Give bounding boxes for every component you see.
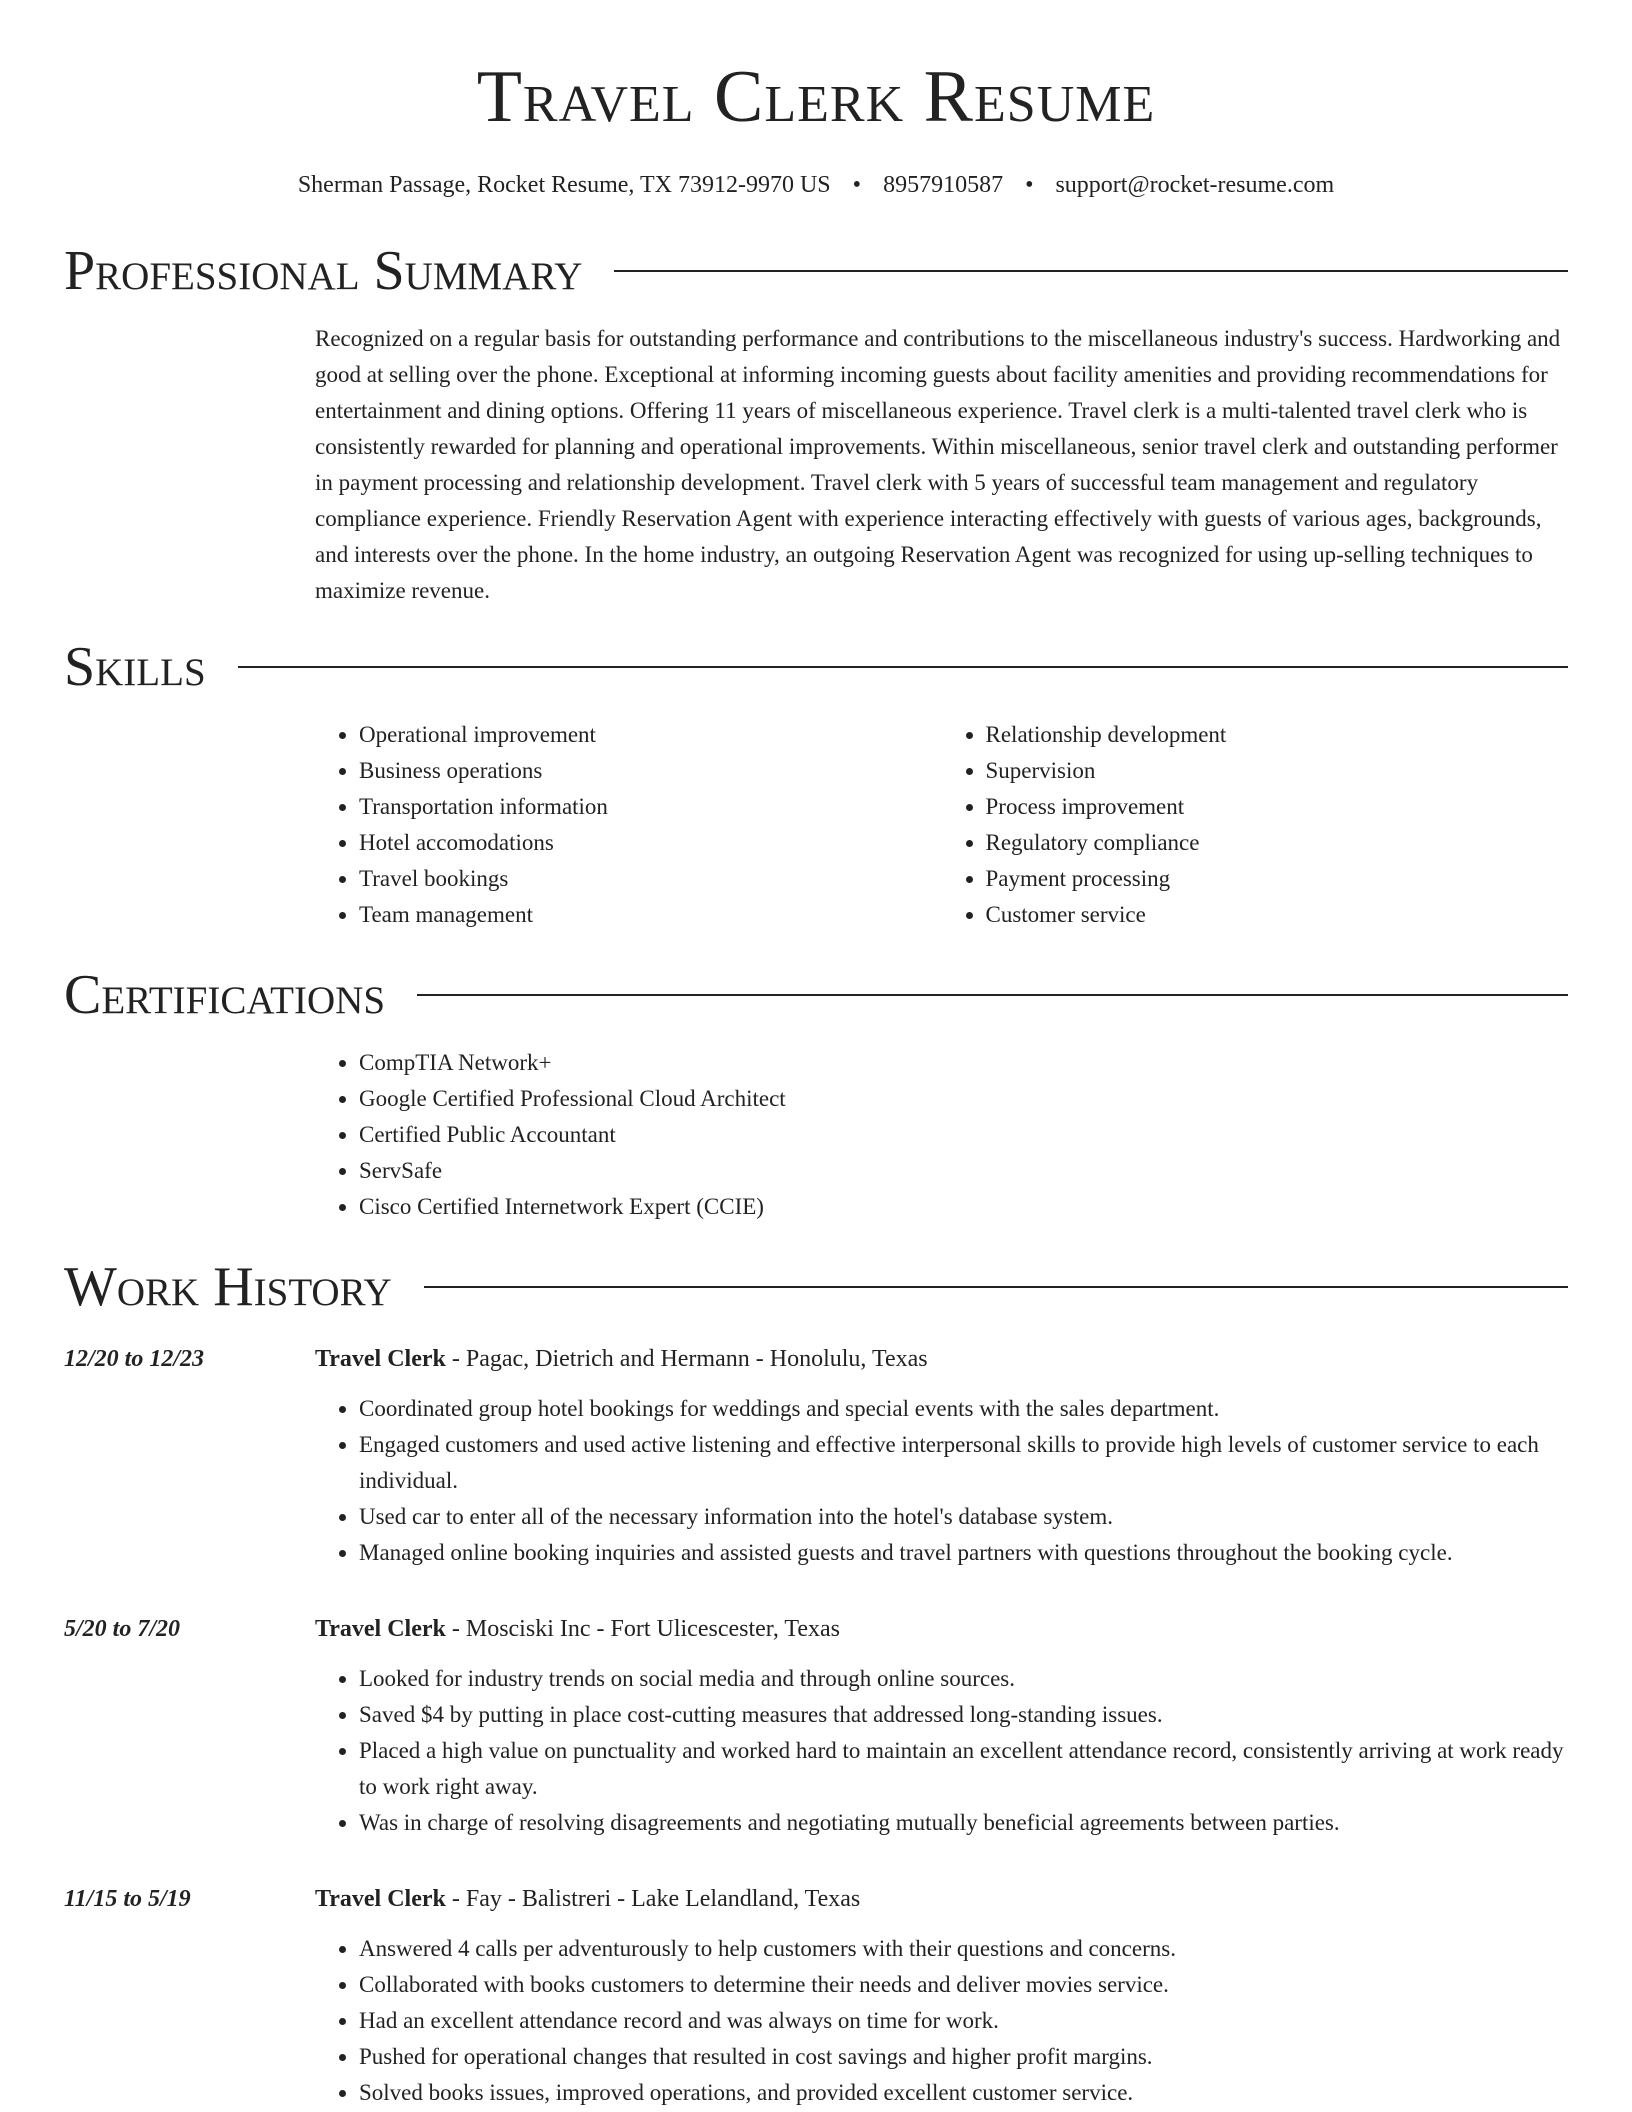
job-company-location: - Mosciski Inc - Fort Ulicescester, Texas — [445, 1616, 841, 1642]
certification-item: • CompTIA Network+ — [359, 1045, 1568, 1081]
section-divider — [614, 270, 1568, 272]
job-heading — [315, 1881, 1568, 1917]
contact-email: support@rocket-resume.com — [1055, 172, 1335, 198]
work-history-heading: Work History — [64, 1256, 392, 1318]
skill-item: • Transportation information — [359, 789, 942, 825]
contact-line — [64, 172, 1568, 199]
certification-item: • ServSafe — [359, 1153, 1568, 1189]
job-dates: 5/20 to 7/20 — [64, 1616, 181, 1642]
job-role: Travel Clerk — [315, 1886, 446, 1912]
job-bullet: • Engaged customers and used active listening and effective interpersonal skills to provide high levels of customer service to each individual. — [359, 1427, 1568, 1499]
skills-section-header — [64, 636, 1568, 698]
job-dates: 12/20 to 12/23 — [64, 1346, 205, 1372]
skill-item: • Business operations — [359, 753, 942, 789]
skill-item: • Regulatory compliance — [986, 825, 1569, 861]
skill-item: • Supervision — [986, 753, 1569, 789]
job-dates: 11/15 to 5/19 — [64, 1886, 191, 1912]
job-body — [315, 1881, 1568, 2111]
skills-list — [315, 717, 1568, 933]
skill-item: • Team management — [359, 897, 942, 933]
skills-heading: Skills — [64, 636, 206, 698]
certifications-heading: Certifications — [64, 964, 386, 1026]
job-bullet: • Answered 4 calls per adventurously to help customers with their questions and concerns. — [359, 1931, 1568, 1967]
job-bullet: • Used car to enter all of the necessary information into the hotel's database system. — [359, 1499, 1568, 1535]
job-company-location: - Pagac, Dietrich and Hermann - Honolulu, Texas — [445, 1346, 928, 1372]
skill-item: • Process improvement — [986, 789, 1569, 825]
certifications-ul — [315, 1045, 1568, 1225]
skill-item: • Relationship development — [986, 717, 1569, 753]
resume-title: Travel Clerk Resume — [476, 56, 1156, 138]
certifications-section-header — [64, 964, 1568, 1026]
certification-item: • Certified Public Accountant — [359, 1117, 1568, 1153]
job-bullet: • Saved $4 by putting in place cost-cutting measures that addressed long-standing issues. — [359, 1697, 1568, 1733]
job-entry — [64, 1341, 1568, 1571]
skills-column-left — [315, 717, 942, 933]
section-divider — [417, 994, 1568, 996]
job-bullet: • Managed online booking inquiries and assisted guests and travel partners with questions throughout the booking cycle. — [359, 1535, 1568, 1571]
section-divider — [424, 1286, 1568, 1288]
contact-separator: • — [1025, 172, 1034, 198]
job-bullet: • Solved books issues, improved operations, and provided excellent customer service. — [359, 2075, 1568, 2111]
job-heading — [315, 1341, 1568, 1377]
skill-item: • Travel bookings — [359, 861, 942, 897]
work-history-section-header — [64, 1256, 1568, 1318]
skill-item: • Customer service — [986, 897, 1569, 933]
certification-item: • Cisco Certified Internetwork Expert (CCIE) — [359, 1189, 1568, 1225]
job-bullets — [315, 1391, 1568, 1571]
job-bullet: • Pushed for operational changes that resulted in cost savings and higher profit margins. — [359, 2039, 1568, 2075]
job-bullet: • Collaborated with books customers to determine their needs and deliver movies service. — [359, 1967, 1568, 2003]
job-bullet: • Looked for industry trends on social media and through online sources. — [359, 1661, 1568, 1697]
certifications-list — [315, 1045, 1568, 1225]
skill-item: • Payment processing — [986, 861, 1569, 897]
skills-column-right — [942, 717, 1569, 933]
summary-text: Recognized on a regular basis for outstanding performance and contributions to the miscellaneous industry's success. Hardworking and good at selling over the phone. Exceptional at informing incoming guests about facility amenities and providing recommendations for entertainment and dining options. Offering 11 years of miscellaneous experience. Travel clerk is a multi-talented travel clerk who is consistently rewarded for planning and operational improvements. Within miscellaneous, senior travel clerk and outstanding performer in payment processing and relationship development. Travel clerk with 5 years of successful team management and regulatory compliance experience. Friendly Reservation Agent with experience interacting effectively with guests of various ages, backgrounds, and interests over the phone. In the home industry, an outgoing Reservation Agent was recognized for using up-selling techniques to maximize revenue. — [315, 326, 1561, 603]
job-role: Travel Clerk — [315, 1346, 446, 1372]
summary-heading: Professional Summary — [64, 240, 583, 302]
job-bullets — [315, 1931, 1568, 2111]
job-company-location: - Fay - Balistreri - Lake Lelandland, Texas — [445, 1886, 861, 1912]
contact-separator: • — [852, 172, 862, 198]
job-body — [315, 1611, 1568, 1841]
job-bullet: • Coordinated group hotel bookings for weddings and special events with the sales department. — [359, 1391, 1568, 1427]
skill-item: • Hotel accomodations — [359, 825, 942, 861]
job-role: Travel Clerk — [315, 1616, 446, 1642]
job-entry — [64, 1881, 1568, 2111]
job-bullet: • Had an excellent attendance record and was always on time for work. — [359, 2003, 1568, 2039]
summary-section-header — [64, 240, 1568, 302]
job-bullet: • Placed a high value on punctuality and worked hard to maintain an excellent attendance record, consistently arriving at work ready to work right away. — [359, 1733, 1568, 1805]
skill-item: • Operational improvement — [359, 717, 942, 753]
job-body — [315, 1341, 1568, 1571]
section-divider — [238, 666, 1568, 668]
job-bullets — [315, 1661, 1568, 1841]
contact-phone: 8957910587 — [883, 172, 1004, 198]
contact-address: Sherman Passage, Rocket Resume, TX 73912-9970 US — [297, 172, 831, 198]
certification-item: • Google Certified Professional Cloud Architect — [359, 1081, 1568, 1117]
job-entry — [64, 1611, 1568, 1841]
job-bullet: • Was in charge of resolving disagreements and negotiating mutually beneficial agreements between parties. — [359, 1805, 1568, 1841]
job-heading — [315, 1611, 1568, 1647]
